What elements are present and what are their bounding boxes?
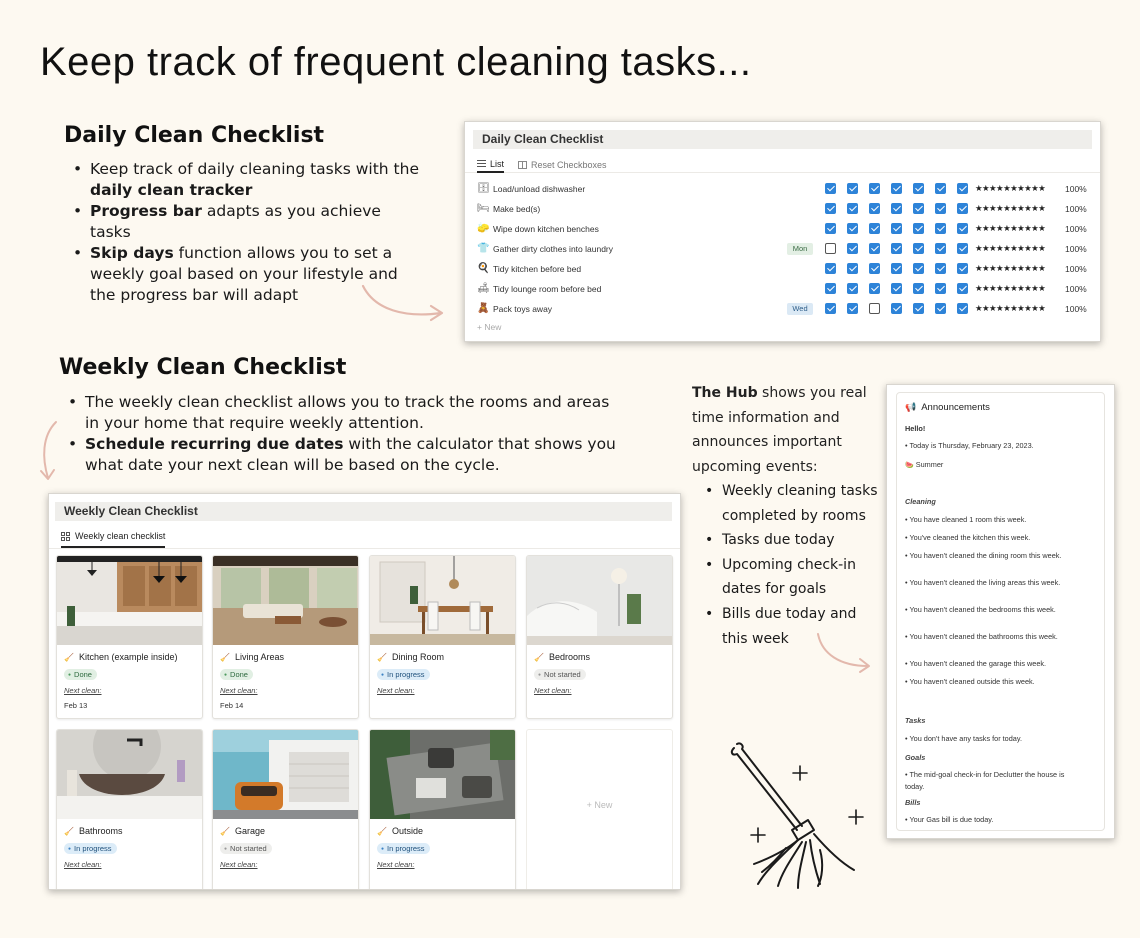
curved-arrow-hub-icon	[812, 628, 874, 674]
progress-percent: 100%	[1065, 204, 1087, 214]
table-icon	[518, 161, 527, 169]
ann-hello: Hello!	[905, 424, 926, 433]
progress-stars: ★★★★★★★★★★	[975, 223, 1046, 233]
checkbox-checked[interactable]	[913, 223, 924, 234]
tab-list-label: List	[490, 158, 505, 169]
cleaning-announcement: • You haven't cleaned the bedrooms this week.	[905, 605, 1056, 614]
checkbox-checked[interactable]	[913, 183, 924, 194]
daily-bullet-3-text: function allows you to set a weekly goal based on your lifestyle and the progress bar will adapt	[90, 244, 398, 304]
daily-bullet-2-bold: Progress bar	[90, 202, 202, 220]
next-clean-date: Feb 13	[64, 701, 88, 710]
room-name-text: Garage	[234, 826, 265, 836]
status-badge: ● Done	[220, 669, 253, 680]
day-checkboxes	[825, 263, 968, 274]
cleaning-announcement: • You haven't cleaned the bathrooms this week.	[905, 632, 1058, 641]
daily-task-row[interactable]	[465, 259, 1100, 279]
progress-stars: ★★★★★★★★★★	[975, 263, 1046, 273]
tab-reset-checkboxes[interactable]	[518, 156, 607, 173]
checkbox-checked[interactable]	[847, 283, 858, 294]
announcements-title	[905, 402, 990, 413]
megaphone-icon: 📢	[905, 402, 917, 412]
progress-percent: 100%	[1065, 284, 1087, 294]
checkbox-unchecked[interactable]	[825, 243, 836, 254]
new-card-label: + New	[586, 800, 613, 810]
progress-stars: ★★★★★★★★★★	[975, 283, 1046, 293]
room-card[interactable]	[212, 555, 359, 719]
hub-bullet: • Upcoming check-in dates for goals	[696, 553, 886, 602]
cleaning-announcement: • You haven't cleaned the dining room this week.	[905, 551, 1062, 560]
room-name	[220, 652, 284, 662]
checkbox-checked[interactable]	[957, 283, 968, 294]
ann-bills: • Your Gas bill is due today.	[905, 815, 994, 824]
checkbox-checked[interactable]	[847, 183, 858, 194]
daily-bullet-1-text: Keep track of daily cleaning tasks with the	[90, 160, 419, 178]
day-checkboxes	[825, 203, 968, 214]
next-clean-label: Next clean:	[377, 860, 415, 869]
cleaning-announcement: • You've cleaned the kitchen this week.	[905, 533, 1031, 542]
checkbox-checked[interactable]	[825, 203, 836, 214]
task-icon: 🛋	[477, 283, 490, 294]
hub-bullet: • Weekly cleaning tasks completed by rooms	[696, 479, 886, 528]
season-icon: 🍉	[905, 462, 914, 469]
tab-weekly-gallery[interactable]	[61, 531, 165, 548]
next-clean-date: Feb 14	[220, 701, 244, 710]
broom-icon: 🧹	[220, 652, 230, 662]
progress-stars: ★★★★★★★★★★	[975, 183, 1046, 193]
day-checkboxes	[825, 303, 968, 314]
checkbox-checked[interactable]	[957, 223, 968, 234]
room-name	[64, 826, 123, 836]
checkbox-checked[interactable]	[891, 303, 902, 314]
daily-tabs	[465, 149, 1100, 173]
gallery-icon	[61, 532, 70, 541]
daily-bullet-2	[64, 201, 424, 243]
room-name	[220, 826, 265, 836]
weekly-bullet-2-text: with the calculator that shows you what date your next clean will be based on the cycle.	[85, 435, 616, 474]
room-photo	[527, 556, 672, 645]
checkbox-checked[interactable]	[935, 223, 946, 234]
progress-stars: ★★★★★★★★★★	[975, 303, 1046, 313]
ann-cleaning-heading: Cleaning	[905, 497, 936, 506]
progress-percent: 100%	[1065, 184, 1087, 194]
hub-intro	[692, 381, 882, 479]
status-badge: ● Not started	[220, 843, 272, 854]
new-card-button[interactable]	[526, 729, 673, 890]
checkbox-checked[interactable]	[913, 243, 924, 254]
checkbox-checked[interactable]	[891, 243, 902, 254]
checkbox-checked[interactable]	[869, 183, 880, 194]
task-icon: 🍳	[477, 263, 490, 274]
tab-weekly-label: Weekly clean checklist	[75, 531, 166, 541]
checkbox-checked[interactable]	[869, 223, 880, 234]
curved-arrow-icon	[355, 280, 450, 325]
checkbox-checked[interactable]	[891, 263, 902, 274]
weekly-bullet-1	[59, 392, 619, 434]
ann-tasks-heading: Tasks	[905, 716, 926, 725]
task-icon: 🗄	[477, 183, 490, 194]
checkbox-checked[interactable]	[913, 263, 924, 274]
checkbox-checked[interactable]	[891, 203, 902, 214]
checkbox-checked[interactable]	[869, 263, 880, 274]
hub-intro-text: shows you real time information and announces important upcoming events:	[692, 385, 867, 475]
broom-illustration-icon	[722, 738, 872, 893]
ann-season-text: Summer	[915, 460, 944, 469]
broom-icon: 🧹	[64, 652, 74, 662]
task-name: Tidy kitchen before bed	[493, 264, 582, 274]
cleaning-announcement: • You have cleaned 1 room this week.	[905, 515, 1027, 524]
room-name	[64, 652, 178, 662]
room-card[interactable]	[56, 555, 203, 719]
ann-date: • Today is Thursday, February 23, 2023.	[905, 441, 1034, 450]
checkbox-checked[interactable]	[869, 283, 880, 294]
checkbox-checked[interactable]	[935, 243, 946, 254]
checkbox-checked[interactable]	[935, 183, 946, 194]
tab-list[interactable]	[477, 156, 504, 173]
day-checkboxes	[825, 183, 968, 194]
day-checkboxes	[825, 223, 968, 234]
room-card[interactable]	[212, 729, 359, 890]
tab-reset-label: Reset Checkboxes	[531, 159, 607, 170]
room-name	[534, 652, 590, 662]
checkbox-checked[interactable]	[847, 223, 858, 234]
cleaning-announcement: • You haven't cleaned the garage this week.	[905, 659, 1047, 668]
task-name: Tidy lounge room before bed	[493, 284, 602, 294]
checkbox-checked[interactable]	[825, 223, 836, 234]
room-card[interactable]	[526, 555, 673, 719]
weekly-checklist-panel	[48, 493, 681, 890]
room-photo	[213, 730, 358, 819]
daily-task-row[interactable]	[465, 219, 1100, 239]
checkbox-checked[interactable]	[847, 303, 858, 314]
status-badge: ● Done	[64, 669, 97, 680]
ann-tasks: • You don't have any tasks for today.	[905, 734, 1022, 743]
room-name-text: Bathrooms	[78, 826, 123, 836]
broom-icon: 🧹	[64, 826, 74, 836]
room-photo	[57, 556, 202, 645]
weekly-bullet-2-bold: Schedule recurring due dates	[85, 435, 344, 453]
progress-stars: ★★★★★★★★★★	[975, 243, 1046, 253]
broom-icon: 🧹	[534, 652, 544, 662]
checkbox-checked[interactable]	[825, 303, 836, 314]
announcements-title-text: Announcements	[921, 402, 990, 413]
checkbox-checked[interactable]	[891, 183, 902, 194]
broom-icon: 🧹	[377, 652, 387, 662]
list-icon	[477, 160, 486, 167]
weekly-section-title: Weekly Clean Checklist	[59, 355, 347, 380]
checkbox-checked[interactable]	[913, 203, 924, 214]
task-name: Wipe down kitchen benches	[493, 224, 599, 234]
checkbox-checked[interactable]	[891, 283, 902, 294]
checkbox-checked[interactable]	[913, 303, 924, 314]
room-name-text: Bedrooms	[548, 652, 590, 662]
broom-icon: 🧹	[220, 826, 230, 836]
progress-stars: ★★★★★★★★★★	[975, 203, 1046, 213]
cleaning-announcement: • You haven't cleaned the living areas this week.	[905, 578, 1061, 587]
room-name-text: Kitchen (example inside)	[78, 652, 178, 662]
ann-goals: • The mid-goal check-in for Declutter the house is today.	[905, 770, 1065, 791]
room-name-text: Living Areas	[234, 652, 284, 662]
room-card[interactable]	[56, 729, 203, 890]
curved-arrow-down-icon	[36, 418, 66, 486]
daily-task-row[interactable]	[465, 179, 1100, 199]
ann-goals-heading: Goals	[905, 753, 926, 762]
daily-new-button[interactable]: + New	[477, 322, 502, 332]
daily-bullet-3-bold: Skip days	[90, 244, 174, 262]
broom-icon: 🧹	[377, 826, 387, 836]
ann-bills-heading: Bills	[905, 798, 921, 807]
daily-rows	[465, 173, 1100, 319]
status-badge: ● In progress	[377, 669, 430, 680]
task-icon: 🧸	[477, 303, 490, 314]
task-name: Gather dirty clothes into laundry	[493, 244, 614, 254]
checkbox-checked[interactable]	[957, 263, 968, 274]
daily-task-row[interactable]	[465, 239, 1100, 259]
task-name: Make bed(s)	[493, 204, 541, 214]
page-headline: Keep track of frequent cleaning tasks...	[40, 40, 752, 84]
checkbox-checked[interactable]	[825, 283, 836, 294]
daily-bullet-2-text: adapts as you achieve tasks	[90, 202, 381, 241]
next-clean-label: Next clean:	[64, 686, 102, 695]
daily-task-row[interactable]	[465, 299, 1100, 319]
checkbox-checked[interactable]	[869, 203, 880, 214]
weekly-bullets	[59, 392, 619, 476]
hub-bullet: • Tasks due today	[696, 528, 886, 553]
checkbox-checked[interactable]	[935, 263, 946, 274]
ann-season	[905, 459, 1097, 472]
task-name: Load/unload dishwasher	[493, 184, 586, 194]
daily-section-title: Daily Clean Checklist	[64, 123, 325, 148]
room-name	[377, 826, 423, 836]
checkbox-checked[interactable]	[935, 283, 946, 294]
daily-bullet-1	[64, 159, 424, 201]
room-photo	[213, 556, 358, 645]
checkbox-checked[interactable]	[957, 183, 968, 194]
room-name	[377, 652, 444, 662]
checkbox-unchecked[interactable]	[869, 303, 880, 314]
skip-day-tag: Wed	[787, 303, 813, 315]
daily-panel-title: Daily Clean Checklist	[473, 130, 1092, 149]
checkbox-checked[interactable]	[825, 263, 836, 274]
checkbox-checked[interactable]	[847, 263, 858, 274]
task-icon: 🧽	[477, 223, 490, 234]
task-name: Pack toys away	[493, 304, 553, 314]
task-icon: 👕	[477, 243, 490, 254]
checkbox-checked[interactable]	[957, 303, 968, 314]
room-name-text: Dining Room	[391, 652, 444, 662]
announcements-panel	[886, 384, 1115, 839]
next-clean-label: Next clean:	[220, 686, 258, 695]
hub-bullet: • Bills due today and this week	[696, 602, 886, 651]
daily-task-row[interactable]	[465, 199, 1100, 219]
room-card[interactable]	[369, 555, 516, 719]
daily-task-row[interactable]	[465, 279, 1100, 299]
hub-bullets	[696, 479, 886, 651]
next-clean-label: Next clean:	[377, 686, 415, 695]
room-photo	[57, 730, 202, 819]
checkbox-checked[interactable]	[891, 223, 902, 234]
skip-day-tag: Mon	[787, 243, 813, 255]
progress-percent: 100%	[1065, 244, 1087, 254]
room-photo	[370, 556, 515, 645]
weekly-bullet-1-text: The weekly clean checklist allows you to track the rooms and areas in your home that require weekly attention.	[85, 393, 610, 432]
day-checkboxes	[825, 283, 968, 294]
weekly-bullet-2	[59, 434, 619, 476]
daily-checklist-panel	[464, 121, 1101, 342]
checkbox-checked[interactable]	[869, 243, 880, 254]
progress-percent: 100%	[1065, 304, 1087, 314]
next-clean-label: Next clean:	[220, 860, 258, 869]
checkbox-checked[interactable]	[957, 203, 968, 214]
day-checkboxes	[825, 243, 968, 254]
checkbox-checked[interactable]	[957, 243, 968, 254]
status-badge: ● In progress	[377, 843, 430, 854]
status-badge: ● In progress	[64, 843, 117, 854]
room-name-text: Outside	[391, 826, 423, 836]
progress-percent: 100%	[1065, 224, 1087, 234]
checkbox-checked[interactable]	[913, 283, 924, 294]
cleaning-announcement: • You haven't cleaned outside this week.	[905, 677, 1035, 686]
daily-bullet-1-bold: daily clean tracker	[90, 181, 253, 199]
next-clean-label: Next clean:	[64, 860, 102, 869]
checkbox-checked[interactable]	[847, 243, 858, 254]
checkbox-checked[interactable]	[825, 183, 836, 194]
task-icon: 🛏	[477, 203, 490, 214]
room-photo	[370, 730, 515, 819]
hub-intro-bold: The Hub	[692, 385, 758, 401]
room-card[interactable]	[369, 729, 516, 890]
next-clean-label: Next clean:	[534, 686, 572, 695]
checkbox-checked[interactable]	[847, 203, 858, 214]
progress-percent: 100%	[1065, 264, 1087, 274]
checkbox-checked[interactable]	[935, 203, 946, 214]
weekly-panel-title: Weekly Clean Checklist	[55, 502, 672, 521]
checkbox-checked[interactable]	[935, 303, 946, 314]
status-badge: ● Not started	[534, 669, 586, 680]
